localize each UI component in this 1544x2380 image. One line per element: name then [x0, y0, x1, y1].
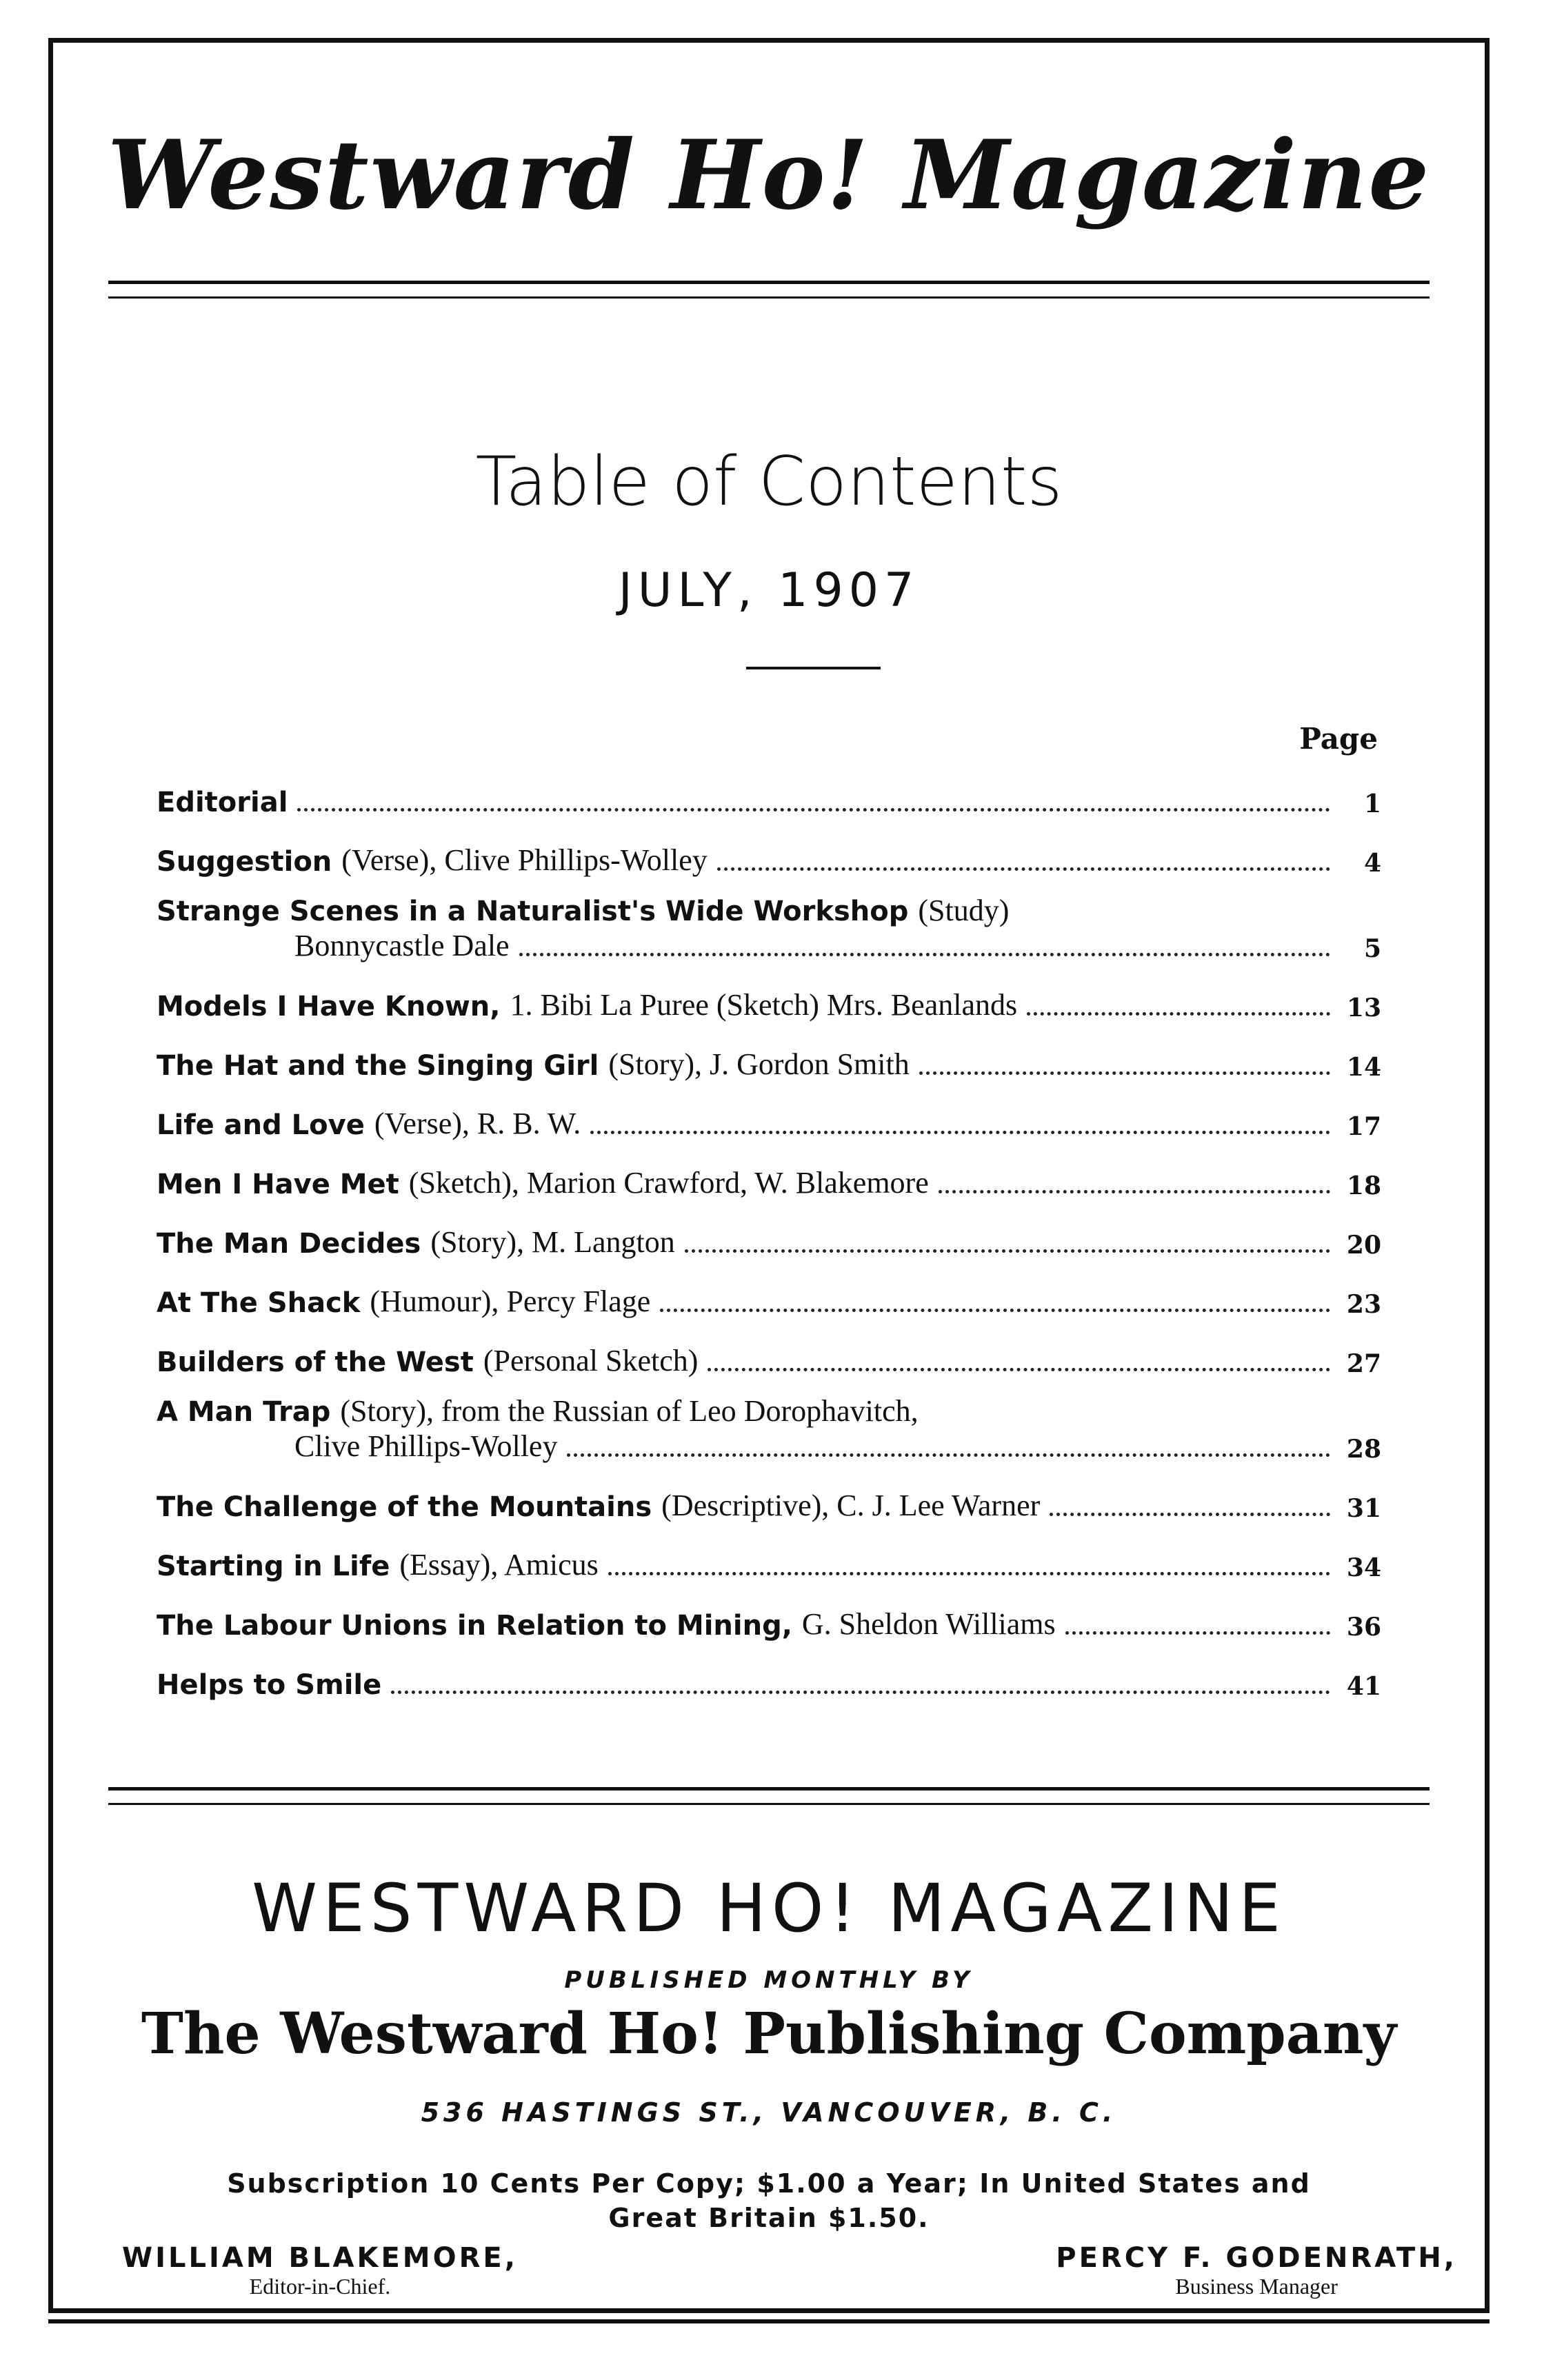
- entry-subtitle: (Descriptive), C. J. Lee Warner: [661, 1489, 1041, 1522]
- publisher-address: 536 HASTINGS ST., VANCOUVER, B. C.: [421, 2097, 1117, 2128]
- leader-dots: [1027, 1012, 1330, 1016]
- entry-subtitle: (Essay), Amicus: [399, 1548, 599, 1582]
- toc-entry: [157, 1468, 1381, 1527]
- published-by: PUBLISHED MONTHLY BY: [564, 1966, 974, 1994]
- entry-subtitle: (Story), J. Gordon Smith: [608, 1047, 910, 1081]
- entry-page: 13: [1346, 994, 1381, 1022]
- entry-page: 36: [1346, 1613, 1381, 1642]
- entry-page: 31: [1346, 1494, 1381, 1523]
- leader-dots: [297, 808, 1330, 811]
- entry-author: Bonnycastle Dale: [294, 929, 510, 962]
- entry-page: 20: [1346, 1231, 1381, 1260]
- leader-dots: [590, 1131, 1330, 1134]
- entry-title: Strange Scenes in a Naturalist's Wide Workshop: [157, 896, 909, 927]
- toc-date: JULY, 1907: [618, 563, 920, 618]
- editor-block: [122, 2242, 518, 2299]
- entry-title: The Man Decides: [157, 1228, 421, 1260]
- entry-page: 5: [1363, 934, 1381, 963]
- manager-role: Business Manager: [1175, 2274, 1338, 2299]
- entry-title: Builders of the West: [157, 1347, 474, 1378]
- entry-title: The Challenge of the Mountains: [157, 1491, 652, 1523]
- entry-page: 34: [1346, 1553, 1381, 1582]
- masthead-title: Westward Ho! Magazine: [107, 119, 1431, 231]
- toc-entry: [157, 967, 1381, 1027]
- toc-entry: [157, 1264, 1381, 1323]
- entry-title: The Hat and the Singing Girl: [157, 1050, 599, 1082]
- entry-title: Helps to Smile: [157, 1669, 382, 1701]
- entry-subtitle: (Story), from the Russian of Leo Dorophavitch,: [340, 1394, 919, 1428]
- toc-entry: [157, 1527, 1381, 1586]
- leader-dots: [567, 1453, 1330, 1457]
- entry-page: 1: [1363, 789, 1381, 818]
- subscription-line-2: Great Britain $1.50.: [608, 2203, 930, 2233]
- entry-title: Suggestion: [157, 846, 332, 878]
- entry-subtitle: (Verse), R. B. W.: [374, 1107, 581, 1140]
- toc-entry: [157, 1145, 1381, 1204]
- leader-dots: [919, 1071, 1330, 1075]
- masthead-rule: [108, 281, 1430, 299]
- entry-title: A Man Trap: [157, 1396, 331, 1428]
- entry-page: 27: [1346, 1349, 1381, 1378]
- leader-dots: [685, 1249, 1330, 1253]
- title-divider: [746, 667, 881, 669]
- leader-dots: [717, 867, 1330, 871]
- entry-page: 14: [1346, 1053, 1381, 1082]
- entry-page: 28: [1346, 1435, 1381, 1464]
- entry-title: Starting in Life: [157, 1551, 390, 1582]
- editor-role: Editor-in-Chief.: [249, 2274, 391, 2299]
- toc-entry: [157, 1382, 1381, 1468]
- entry-subtitle: (Personal Sketch): [483, 1344, 699, 1378]
- toc-entry: [157, 882, 1381, 967]
- toc-title: Table of Contents: [475, 443, 1063, 521]
- footer-magazine-name: WESTWARD HO! MAGAZINE: [252, 1870, 1286, 1947]
- leader-dots: [391, 1691, 1330, 1694]
- entry-title: Models I Have Known,: [157, 991, 501, 1022]
- entry-subtitle: (Sketch), Marion Crawford, W. Blakemore: [408, 1166, 929, 1200]
- publisher-name: The Westward Ho! Publishing Company: [141, 2001, 1397, 2067]
- manager-name: PERCY F. GODENRATH,: [1056, 2242, 1457, 2274]
- subscription-info: [177, 2166, 1361, 2235]
- entry-page: 18: [1346, 1171, 1381, 1200]
- editor-name: WILLIAM BLAKEMORE,: [122, 2242, 518, 2274]
- entry-subtitle: 1. Bibi La Puree (Sketch) Mrs. Beanlands: [510, 988, 1018, 1022]
- toc-entry: [157, 1027, 1381, 1086]
- leader-dots: [708, 1368, 1330, 1371]
- page-border: [48, 38, 1490, 2313]
- toc-entry: [157, 1323, 1381, 1382]
- toc-entry: [157, 1586, 1381, 1646]
- entry-title: Life and Love: [157, 1109, 365, 1141]
- entry-subtitle: (Story), M. Langton: [430, 1225, 675, 1259]
- toc-entry: [157, 823, 1381, 882]
- entry-subtitle: G. Sheldon Williams: [801, 1607, 1056, 1641]
- entry-title: At The Shack: [157, 1287, 361, 1319]
- toc-list: [157, 763, 1381, 1705]
- entry-author: Clive Phillips-Wolley: [294, 1429, 558, 1463]
- leader-dots: [1065, 1631, 1330, 1635]
- entry-page: 17: [1346, 1112, 1381, 1141]
- toc-entry: [157, 763, 1381, 823]
- toc-entry: [157, 1646, 1381, 1705]
- entry-page: 4: [1363, 849, 1381, 878]
- subscription-line-1: Subscription 10 Cents Per Copy; $1.00 a Year; In United States and: [227, 2168, 1311, 2199]
- entry-page: 41: [1346, 1672, 1381, 1701]
- entry-title: Editorial: [157, 787, 288, 818]
- footer-rule: [108, 1787, 1430, 1805]
- entry-title: Men I Have Met: [157, 1169, 399, 1200]
- leader-dots: [608, 1572, 1330, 1575]
- leader-dots: [660, 1309, 1330, 1312]
- leader-dots: [939, 1190, 1330, 1193]
- entry-subtitle: (Humour), Percy Flage: [370, 1284, 651, 1318]
- entry-page: 23: [1346, 1290, 1381, 1319]
- leader-dots: [519, 953, 1330, 956]
- entry-subtitle: (Study): [918, 894, 1010, 927]
- leader-dots: [1050, 1513, 1330, 1516]
- entry-title: The Labour Unions in Relation to Mining,: [157, 1610, 792, 1642]
- entry-subtitle: (Verse), Clive Phillips-Wolley: [341, 843, 708, 877]
- toc-entry: [157, 1086, 1381, 1145]
- page-column-header: Page: [1299, 722, 1378, 756]
- toc-entry: [157, 1204, 1381, 1264]
- manager-block: [1056, 2242, 1457, 2299]
